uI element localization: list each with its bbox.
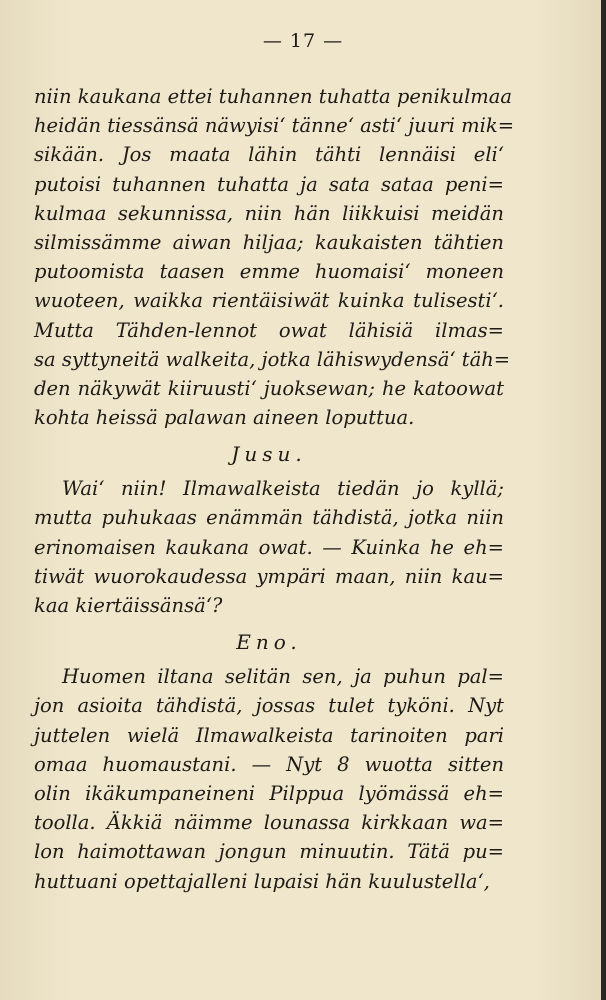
text-line: juttelen wielä Ilmawalkeista tarinoiten pari [34,723,504,747]
text-line: mutta puhukaas enämmän tähdistä, jotka niin [34,506,504,530]
text-line: niin kaukana ettei tuhannen tuhatta penikulmaa [34,85,513,108]
text-line: putoisi tuhannen tuhatta ja sata sataa peni= [34,172,504,196]
text-line: olin ikäkumpaneineni Pilppua lyömässä eh= [34,781,504,805]
text-line: heidän tiessänsä näwyisi‘ tänne‘ asti‘ juuri mik= [34,114,515,138]
text-line: sa syttyneitä walkeita, jotka lähiswydensä‘ täh= [34,347,511,371]
text-line: tiwät wuorokaudessa ympäri maan, niin kau= [34,564,504,588]
page-number-header: — 17 — [262,30,344,52]
text-line: Huomen iltana selitän sen, ja puhun pal= [62,665,504,689]
text-line: putoomista taasen emme huomaisi‘ moneen [34,260,504,284]
text-line: omaa huomaustani. — Nyt 8 wuotta sitten [34,752,504,776]
text-line: Mutta Tähden-lennot owat lähisiä ilmas= [34,318,504,342]
text-line: erinomaisen kaukana owat. — Kuinka he eh= [34,535,504,559]
text-line: kulmaa sekunnissa, niin hän liikkuisi meidän [34,201,504,225]
text-line: Wai‘ niin! Ilmawalkeista tiedän jo kyllä; [62,477,504,501]
text-line: jon asioita tähdistä, jossas tulet tykönі. Nyt [34,694,504,718]
text-line: wuoteen, waikka rientäisiwät kuinka tulisesti‘. [34,289,504,313]
speaker-heading: Eno. [236,630,302,655]
text-line: toolla. Äkkiä näimme lounassa kirkkaan wa= [34,811,504,835]
text-line: sikään. Jos maata lähin tähti lennäisi eli‘ [34,143,504,167]
text-line: kaa kiertäissänsä‘? [34,594,223,617]
page-text-block [34,82,515,896]
text-line: huttuani opettajalleni lupaisi hän kuulustella‘, [34,869,490,893]
text-line: silmissämme aiwan hiljaa; kaukaisten tähtien [34,230,504,254]
text-line: lon haimottawan jongun minuutin. Tätä pu= [34,840,504,864]
text-line: den näkywät kiiruusti‘ juoksewan; he katoowat [34,376,504,400]
page-edge-shadow [601,0,606,1000]
speaker-heading: Jusu. [231,442,307,467]
text-line: kohta heissä palawan aineen loputtua. [34,406,415,430]
